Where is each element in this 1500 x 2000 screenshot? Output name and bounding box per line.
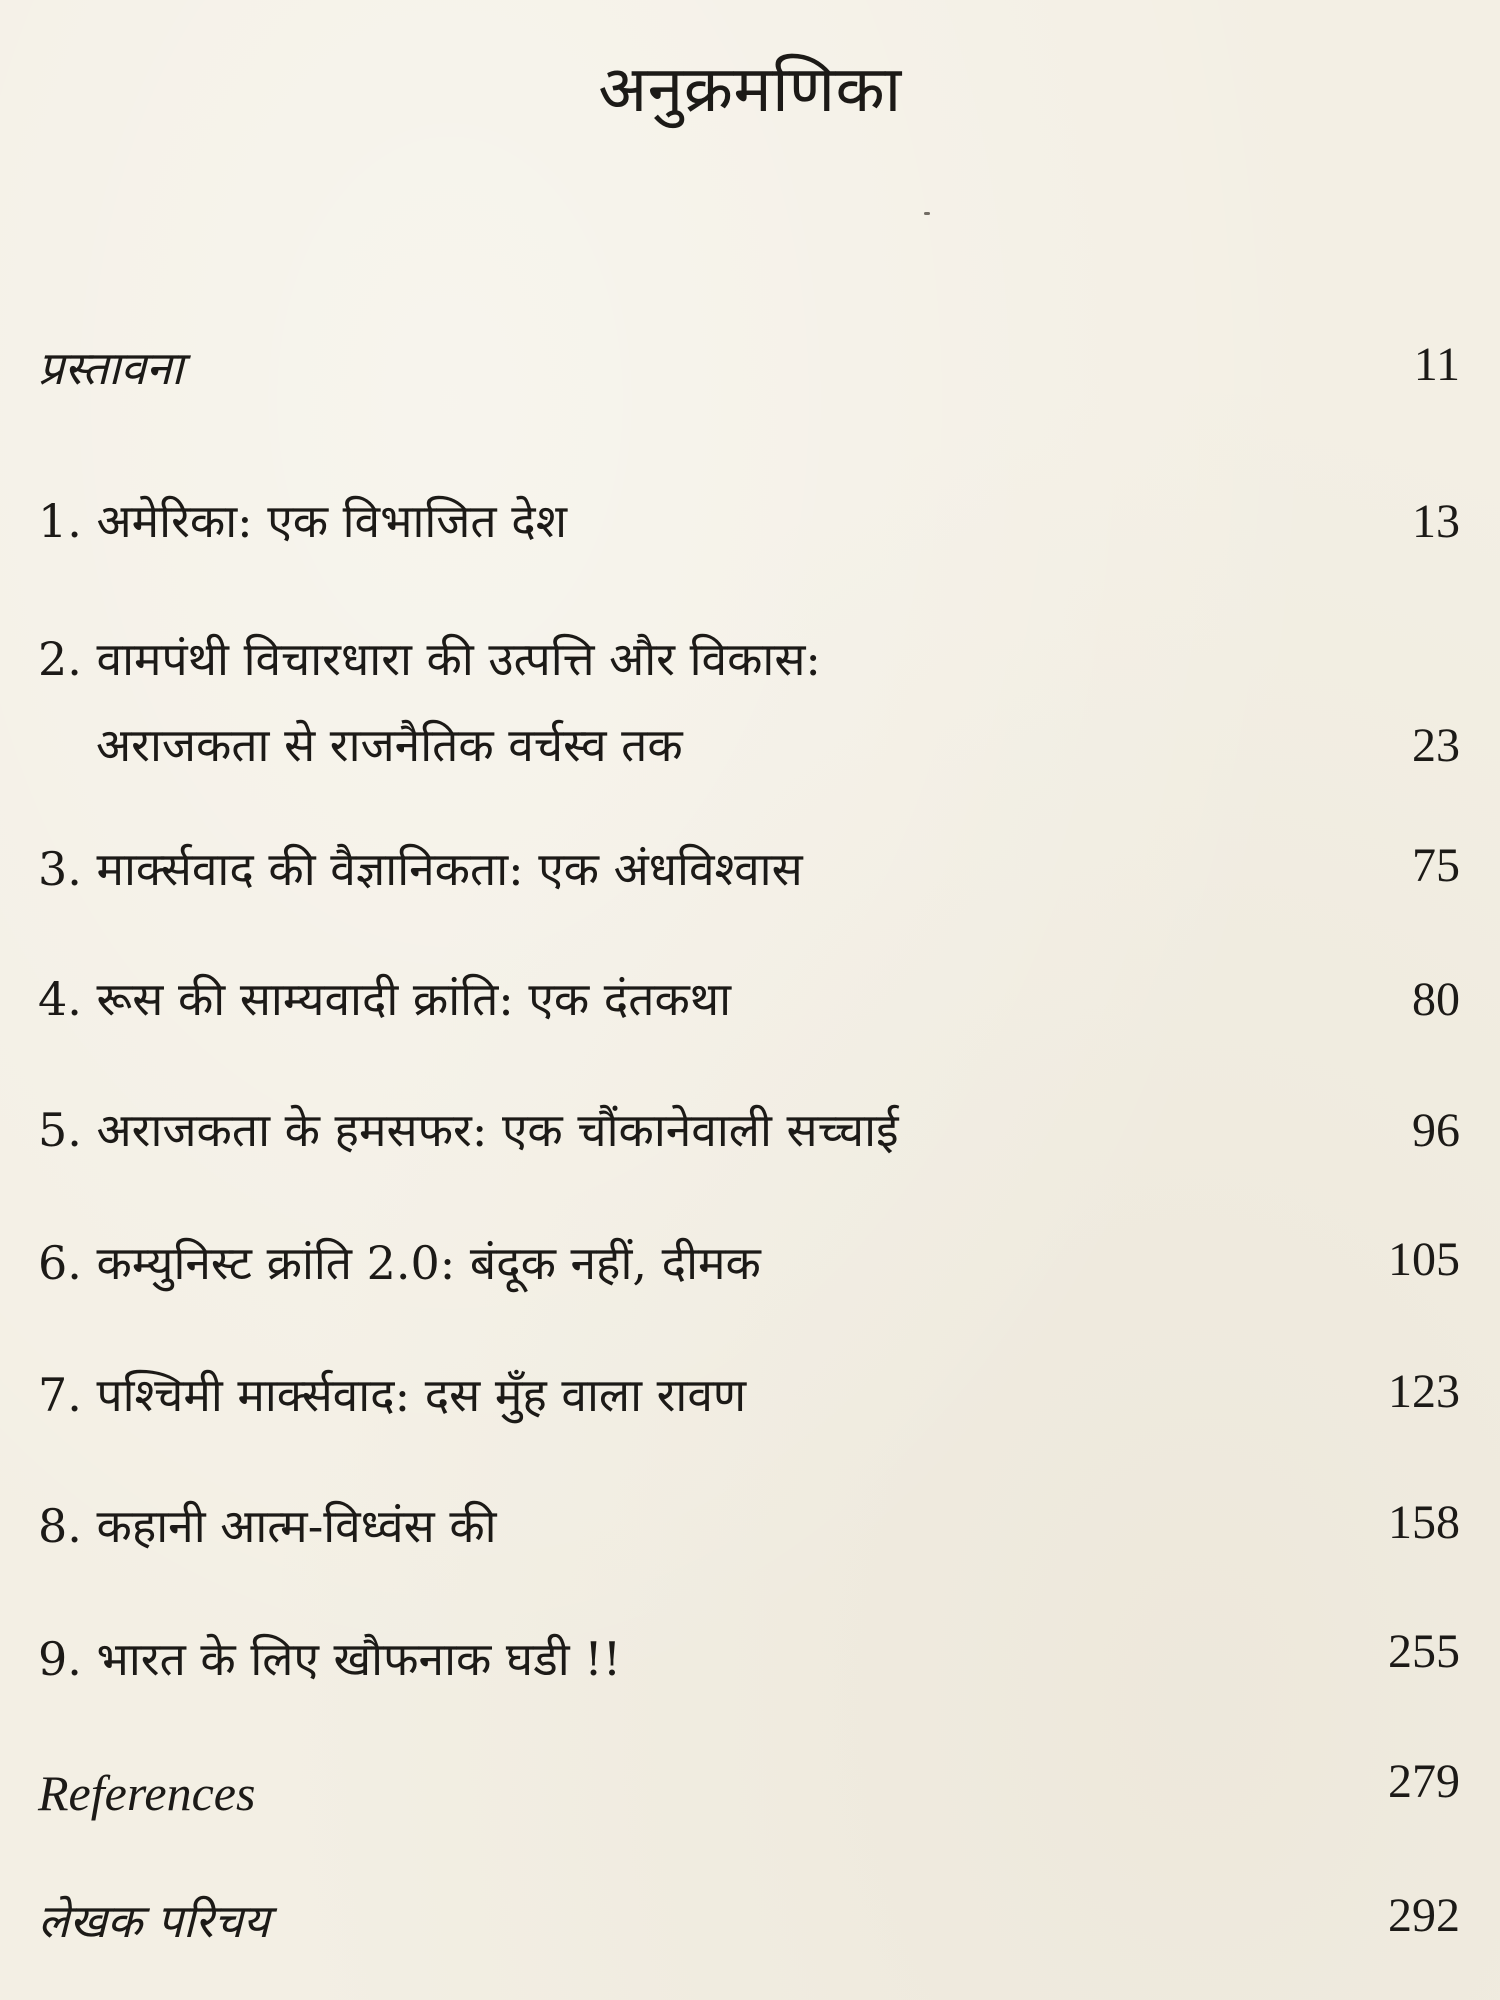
- toc-entry-title: 3. मार्क्सवाद की वैज्ञानिकता: एक अंधविश्वास: [38, 842, 803, 896]
- toc-entry-page: 123: [1388, 1365, 1460, 1418]
- toc-entry-page: 75: [1412, 839, 1460, 892]
- toc-entry-title-line-2: अराजकता से राजनैतिक वर्चस्व तक: [96, 718, 683, 772]
- toc-entry-page: 23: [1412, 719, 1460, 772]
- toc-entry-title: 4. रूस की साम्यवादी क्रांति: एक दंतकथा: [38, 972, 732, 1026]
- toc-entry-title: 6. कम्युनिस्ट क्रांति 2.0: बंदूक नहीं, दीमक: [38, 1236, 761, 1290]
- toc-entry-title-line-1: 2. वामपंथी विचारधारा की उत्पत्ति और विकास:: [38, 632, 821, 686]
- toc-entry-page: 11: [1413, 338, 1460, 391]
- toc-entry-title: 8. कहानी आत्म-विध्वंस की: [38, 1499, 497, 1553]
- toc-entry-page: 80: [1412, 973, 1460, 1026]
- toc-entry-title: [38, 632, 821, 772]
- toc-entry-page: 158: [1388, 1496, 1460, 1549]
- toc-entry-title: 7. पश्चिमी मार्क्सवाद: दस मुँह वाला रावण: [38, 1368, 747, 1422]
- toc-entry-title: प्रस्तावना: [38, 341, 184, 395]
- page-title: अनुक्रमणिका: [598, 53, 902, 127]
- toc-entry-title: लेखक परिचय: [38, 1894, 270, 1948]
- toc-entry-page: 96: [1412, 1104, 1460, 1157]
- toc-entry-title: 1. अमेरिका: एक विभाजित देश: [38, 494, 567, 548]
- toc-entry-page: 279: [1388, 1755, 1460, 1808]
- toc-entry-title: 9. भारत के लिए खौफनाक घडी !!: [38, 1632, 622, 1686]
- toc-entry-page: 13: [1412, 495, 1460, 548]
- toc-entry-page: 292: [1388, 1889, 1460, 1942]
- toc-entry-page: 255: [1388, 1625, 1460, 1678]
- toc-entry-title: References: [38, 1765, 256, 1821]
- toc-entry-title: 5. अराजकता के हमसफर: एक चौंकानेवाली सच्चाई: [38, 1103, 899, 1157]
- toc-entry-page: 105: [1388, 1233, 1460, 1286]
